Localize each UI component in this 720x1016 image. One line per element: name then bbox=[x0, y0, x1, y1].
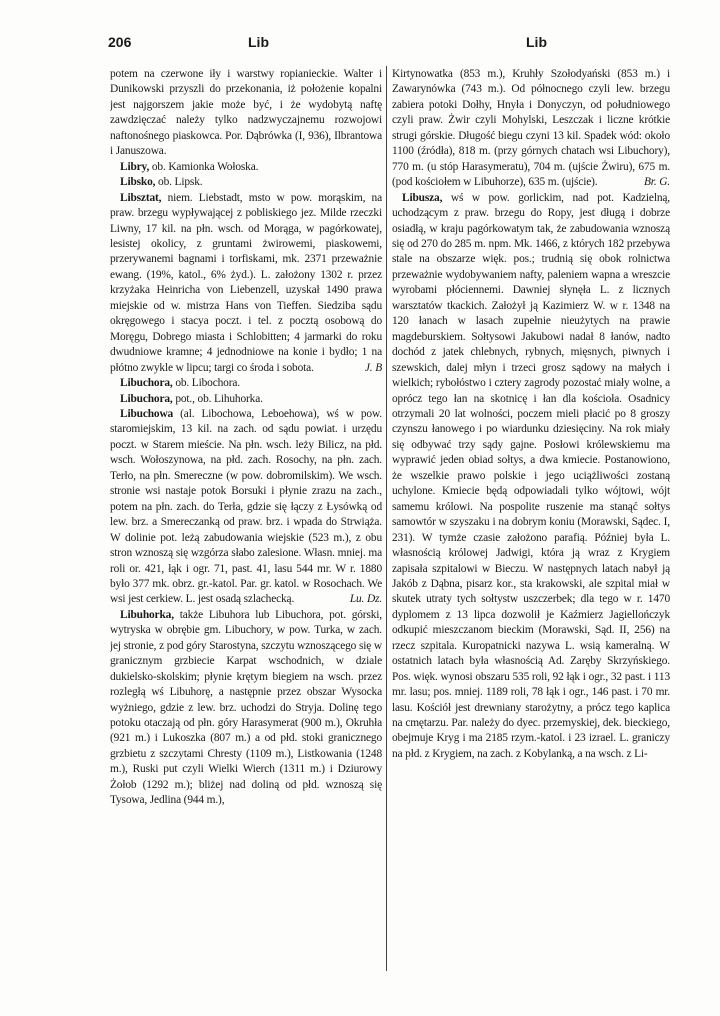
entry-headword: Libuchora, bbox=[120, 377, 173, 390]
entry-headword: Libuhorka, bbox=[120, 608, 174, 621]
entry-headword: Libsko, bbox=[120, 176, 156, 189]
right-column bbox=[392, 67, 670, 1007]
author-signature: Br. G. bbox=[644, 176, 670, 189]
entry-text: (al. Libochowa, Leboehowa), wś w pow. staromiejskim, 13 kil. na zach. od sądu powiat. i urzędu poczt. w Starem mieście. Na płn. wsch. leży Bilicz, na płd. wsch. Wołoszynowa, na płd. zach. Rosochy, na płn. zach. Terło, na płn. Smereczne (w pow. dobromilskim). We wsch. stronie wsi nastaje potok Borsuki i płynie zrazu na zach., potem na płn. zach. do Terła, gdzie się łączy z Łysówką od lew. brz. a Smereczanką od praw. brz. i wpada do Strwiąża. W dolinie pot. leżą zabudowania wiejskie (523 m.), z obu stron wznoszą się wzgórza słabo zalesione. Własn. mniej. ma roli or. 421, łąk i ogr. 71, past. 41, lasu 544 mr. W r. 1880 było 377 mk. obrz. gr.-katol. Par. gr. katol. w Rosochach. We wsi jest cerkiew. L. jest osadą szlachecką. bbox=[110, 407, 382, 606]
author-signature: J. B bbox=[364, 361, 382, 374]
column-divider bbox=[386, 66, 387, 971]
entry-text: ob. Kamionka Wołoska. bbox=[149, 160, 259, 173]
entry-text: pot., ob. Lihuhorka. bbox=[172, 392, 263, 405]
entry-headword: Libuchowa bbox=[120, 407, 174, 420]
page-header bbox=[108, 34, 648, 54]
dictionary-entry bbox=[110, 160, 382, 175]
entry-text: ob. Lipsk. bbox=[155, 176, 203, 189]
dictionary-entry bbox=[110, 175, 382, 190]
dictionary-entry bbox=[110, 392, 382, 407]
author-signature: Lu. Dz. bbox=[349, 593, 382, 606]
entry-headword: Libuchora, bbox=[120, 392, 173, 405]
right-running-head: Lib bbox=[526, 34, 547, 50]
left-running-head: Lib bbox=[248, 34, 269, 50]
left-column bbox=[110, 67, 382, 1007]
entry-text: wś w pow. gorlickim, nad pot. Kadzielną, uchodzącym z praw. brzegu do Ropy, jest długą i dobrze osiadłą, w kraju pagórkowatym tak, że zabudowania wznoszą się od 270 do 285 m. npm. Mk. 1466, z których 182 przebywa stale na obszarze więk. pos.; trudnią się obok rolnictwa przeważnie wydobywaniem nafty, paleniem wapna a wreszcie wyrobami płóciennemi. Dawniej słynęła L. z licznych warsztatów tkackich. Założył ją Kazimierz W. w r. 1348 na 120 łanach w lasach zupełnie nieużytych na prawie magdeburskiem. Sołtysowi Jakubowi nadał 8 łanów, nadto dochód z jatek chlebnych, rybnych, mięsnych, piwnych i szewskich, dalej młyn i trzeci grosz sądowy na małych i wielkich; rybołóstwo i cztery zagrody pozostać miały wolne, a oprócz tego łan na skotnicę i łan dla kościoła. Osadnicy otrzymali 20 lat wolności, poczem mieli płacić po 8 groszy czynszu łanowego i po wiardunku dziesięciny. Na rok miały się odbywać trzy sądy gajne. Posłowi królewskiemu ma wyprawić jeden obiad sołtys, a dwa kmiecie. Postanowiono, że wszelkie prawo polskie i jego uciążliwości zostaną uchylone. Kmiecie będą odpowiadali tylko wójtowi, wójt samemu królowi. Na pospolite ruszenie ma stanąć sołtys samowtór w szyszaku i na dobrym koniu (Morawski, Sądec. I, 231). W tymże czasie założono parafią. Później była L. własnością królowej Jadwigi, która ją wraz z Krygiem zapisała szpitalowi w Bieczu. W następnych latach nabył ją Jakób z Dąbna, pisarz kor., sta krakowski, ale szpital miał w skutek utraty tych sołtystw uszczerbek; dla tego w r. 1470 dyplomem z 13 lipca dozwolił je Kaźmierz Jagiellończyk odkupić mieszczanom bieckim (Morawski, Sąd. II, 256) na rzecz szpitala. Kuropatnicki nazywa L. wsią kameralną. W ostatnich latach była własnością Ad. Zaręby Skrzyńskiego. Pos. więk. wynosi obszaru 535 roli, 92 łąk i ogr., 32 past. i 113 mr. lasu; pos. mniej. 1189 roli, 78 łąk i ogr., 146 past. i 70 mr. lasu. Kościół jest drewniany starożytny, a prócz tego kaplica na cmętarzu. Par. należy do dyec. przemyskiej, dek. bieckiego, obejmuje Kryg i ma 2185 rzym.-katol. i 23 izrael. L. graniczy na płd. z Krygiem, na zach. z Kobylanką, a na wsch. z Li- bbox=[392, 191, 670, 760]
entry-headword: Libusza, bbox=[402, 191, 443, 204]
entry-headword: Libsztat, bbox=[120, 191, 162, 204]
dictionary-entry bbox=[392, 67, 670, 191]
entry-text: ob. Libochora. bbox=[172, 377, 240, 390]
dictionary-entry bbox=[110, 407, 382, 608]
dictionary-entry bbox=[392, 191, 670, 763]
entry-text: Kirtynowatka (853 m.), Kruhły Szołodyański (853 m.) i Zawarynówka (743 m.). Od północnego czyli lew. brzegu zabiera potoki Dołhy, Hnyła i Donyczyn, od południowego czyli praw. Żwir czyli Mohylski, Leszczak i liczne krótkie strugi górskie. Długość biegu czyni 13 kil. Spadek wód: około 1100 (źródła), 818 m. (przy górnych chatach wsi Libuchory), 770 m. (u stóp Harasymeratu), 704 m. (ujście Żwiru), 675 m. (pod kościołem w Libuhorze), 635 m. (ujście). bbox=[392, 68, 670, 189]
dictionary-entry bbox=[110, 376, 382, 391]
dictionary-entry bbox=[110, 67, 382, 160]
dictionary-entry bbox=[110, 191, 382, 376]
dictionary-entry bbox=[110, 608, 382, 809]
entry-text: także Libuhora lub Libuchora, pot. górski, wytryska w obrębie gm. Libuchory, w pow. Turka, w zach. jej stronie, z pod góry Starostyna, szczytu wznoszącego się w granicznym grzbiecie Karpat wschodnich, w dziale dukielsko-skolskim; płynie krętym biegiem na wsch. przez rozległą wś Libuhorę, a następnie przez obszar Wysocka wyżniego, gdzie z lew. brz. uchodzi do Stryja. Dolinę tego potoku otaczają od płn. góry Harasymerat (900 m.), Okruhła (921 m.) i Lukoszka (807 m.) a od płd. stoki granicznego grzbietu z szczytami Chresty (1109 m.), Listkowania (1248 m.), Ruski put czyli Wielki Wierch (1311 m.) i Dziurowy Żołob (1292 m.); bliżej nad doliną od płd. wznoszą się Tysowa, Jedlina (944 m.), bbox=[110, 608, 382, 807]
page-number: 206 bbox=[108, 34, 132, 50]
entry-text: potem na czerwone iły i warstwy ropianieckie. Walter i Dunikowski przyszli do przekonania, iż położenie kopalni jest najgorszem jakie może być, i że wydobytą naftę zawdzięczać należy tylko nadzwyczajnemu rozwojowi naftonośnego piaskowca. Por. Dąbrówka (I, 936), Ilbrantowa i Januszowa. bbox=[110, 68, 382, 158]
entry-text: niem. Liebstadt, msto w pow. morąskim, na praw. brzegu wypływającej z pobliskiego jez. Milde rzeczki Liwny, 17 kil. na płn. wsch. od Morąga, w pagórkowatej, lesistej okolicy, z gruntami żwirowemi, piaskowemi, przerywanemi bagnami i torfiskami, mk. 2371 przeważnie ewang. (19%, katol., 6% żyd.). L. założony 1302 r. przez krzyżaka Heinricha von Liebenzell, uzyskał 1490 prawa miejskie od w. mistrza Hans von Tieffen. Siedziba sądu okręgowego i stacya poczt. i tel. z pocztą osobową do Moręgu, Dobrego miasta i Schlobitten; 4 jarmarki do roku dwudniowe kramne; 4 jednodniowe na konie i bydło; 1 na płótno zwykle w lipcu; targi co środa i sobota. bbox=[110, 191, 382, 374]
entry-headword: Libry, bbox=[120, 160, 150, 173]
